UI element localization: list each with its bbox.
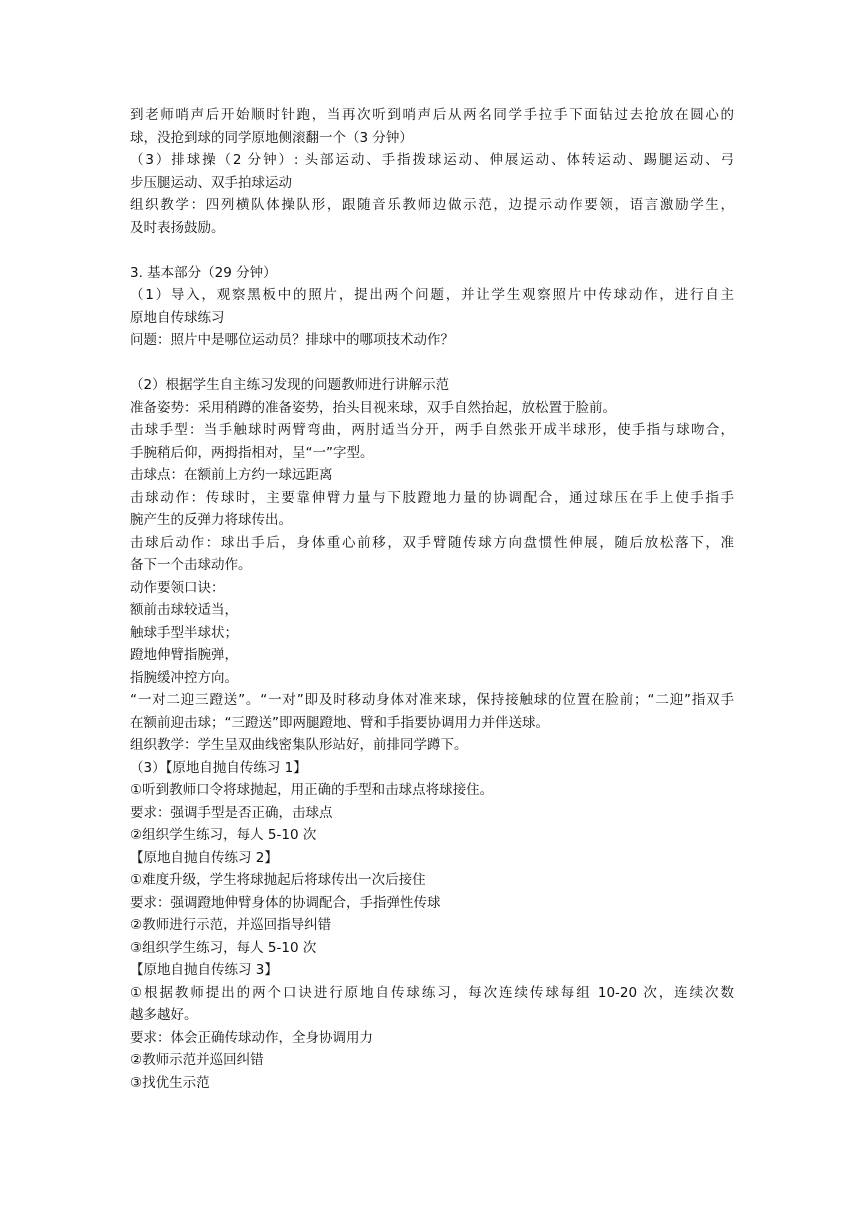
text-line: 在额前迎击球；“三蹬送”即两腿蹬地、臂和手指要协调用力并伴送球。 (130, 714, 549, 731)
text-line: （1）导入，观察黑板中的照片，提出两个问题，并让学生观察照片中传球动作，进行自主 (130, 287, 734, 303)
text-line: “一对二迎三蹬送”。“一对”即及时移动身体对准来球，保持接触球的位置在脸前；“二迎”指双手 (130, 692, 734, 708)
text-line: 蹬地伸臂指腕弹， (130, 647, 238, 663)
text-line: 组织教学：四列横队体操队形，跟随音乐教师边做示范，边提示动作要领，语言激励学生， (130, 197, 734, 213)
text-line: ②组织学生练习，每人 5-10 次 (130, 827, 317, 843)
text-line: 击球动作：传球时，主要靠伸臂力量与下肢蹬地力量的协调配合，通过球压在手上使手指手 (130, 489, 734, 506)
text-line: 【原地自抛自传练习 2】 (130, 849, 278, 866)
text-line: 腕产生的反弹力将球传出。 (130, 512, 292, 528)
text-line: （3）【原地自抛自传练习 1】 (130, 759, 307, 776)
text-line: 及时表扬鼓励。 (130, 219, 225, 236)
text-line: 击球手型：当手触球时两臂弯曲，两肘适当分开，两手自然张开成半球形，使手指与球吻合， (130, 422, 734, 438)
text-line: 原地自传球练习 (130, 309, 225, 326)
blank-line (130, 239, 734, 262)
text-line: 触球手型半球状； (130, 624, 238, 641)
text-line: 步压腿运动、双手拍球运动 (130, 174, 292, 191)
text-line: ②教师进行示范，并巡回指导纠错 (130, 917, 332, 933)
text-line: 到老师哨声后开始顺时针跑，当再次听到哨声后从两名同学手拉手下面钻过去抢放在圆心的 (130, 107, 734, 123)
text-line: 手腕稍后仰，两拇指相对，呈“一”字型。 (130, 444, 374, 461)
text-line: 额前击球较适当， (130, 602, 238, 618)
text-line: （2）根据学生自主练习发现的问题教师进行讲解示范 (130, 377, 450, 393)
text-line: （3）排球操（2 分钟）: 头部运动、手指拨球运动、伸展运动、体转运动、踢腿运动、弓 (130, 152, 734, 168)
text-line: ①听到教师口令将球抛起，用正确的手型和击球点将球接住。 (130, 782, 494, 798)
text-line: 球，没抢到球的同学原地侧滚翻一个（3 分钟） (130, 129, 413, 146)
text-line: ③找优生示范 (130, 1074, 210, 1091)
blank-line (130, 352, 734, 375)
text-line: 准备姿势：采用稍蹲的准备姿势，抬头目视来球，双手自然抬起，放松置于脸前。 (130, 399, 616, 416)
text-line: 击球点：在额前上方约一球远距离 (130, 467, 333, 483)
document-body (130, 104, 734, 1094)
text-line: ③组织学生练习，每人 5-10 次 (130, 939, 317, 956)
text-line: 指腕缓冲控方向。 (130, 669, 238, 686)
text-line: ②教师示范并巡回纠错 (130, 1052, 264, 1068)
text-line: 要求：体会正确传球动作，全身协调用力 (130, 1029, 373, 1046)
text-line: 击球后动作：球出手后，身体重心前移，双手臂随传球方向盘惯性伸展，随后放松落下，准 (130, 534, 734, 551)
text-line: 问题：照片中是哪位运动员？排球中的哪项技术动作？ (130, 332, 454, 348)
text-line: 备下一个击球动作。 (130, 557, 252, 573)
text-line: ①难度升级，学生将球抛起后将球传出一次后接住 (130, 872, 426, 888)
text-line: 要求：强调手型是否正确，击球点 (130, 804, 333, 821)
text-line: 【原地自抛自传练习 3】 (130, 962, 278, 978)
text-line: 越多越好。 (130, 1007, 198, 1023)
text-line: 组织教学：学生呈双曲线密集队形站好，前排同学蹲下。 (130, 737, 468, 753)
text-line: 要求：强调蹬地伸臂身体的协调配合，手指弹性传球 (130, 894, 441, 911)
text-line: 3. 基本部分（29 分钟） (130, 264, 277, 281)
text-line: ①根据教师提出的两个口诀进行原地自传球练习，每次连续传球每组 10-20 次，连续次数 (130, 984, 734, 1001)
text-line: 动作要领口诀： (130, 579, 225, 596)
